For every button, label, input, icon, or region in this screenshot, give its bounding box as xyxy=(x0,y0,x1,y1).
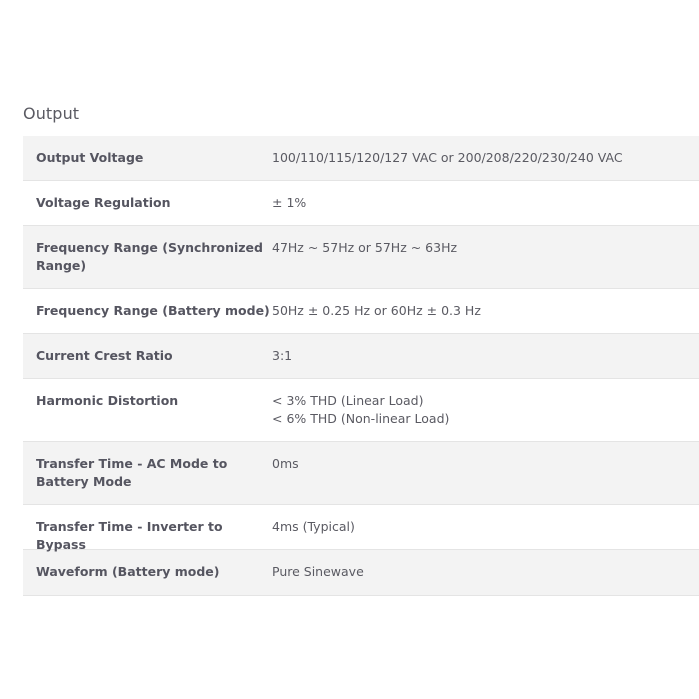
section-title: Output xyxy=(23,104,80,123)
spec-label: Harmonic Distortion xyxy=(36,393,179,408)
spec-label: Frequency Range (Synchronized Range) xyxy=(36,240,263,273)
spec-value-line: 3:1 xyxy=(272,348,293,363)
spec-row-voltage-regulation xyxy=(23,181,699,226)
spec-value xyxy=(272,563,699,581)
spec-row-transfer-time-ac-battery xyxy=(23,442,699,505)
spec-label: Transfer Time - Inverter to Bypass xyxy=(36,519,223,552)
spec-table xyxy=(23,136,699,596)
spec-value xyxy=(272,239,699,257)
spec-row-harmonic-distortion xyxy=(23,379,699,442)
spec-value xyxy=(272,455,699,473)
spec-row-transfer-time-inverter-bypass xyxy=(23,505,699,550)
spec-value-line: 47Hz ~ 57Hz or 57Hz ~ 63Hz xyxy=(272,240,458,255)
spec-row-frequency-range-battery xyxy=(23,289,699,334)
spec-row-current-crest-ratio xyxy=(23,334,699,379)
spec-value-line: 0ms xyxy=(272,456,299,471)
spec-label: Frequency Range (Battery mode) xyxy=(36,303,270,318)
spec-value xyxy=(272,149,699,167)
spec-value-line: Pure Sinewave xyxy=(272,564,364,579)
spec-value xyxy=(272,347,699,365)
spec-value-line: < 3% THD (Linear Load) xyxy=(272,393,424,408)
spec-label: Transfer Time - AC Mode to Battery Mode xyxy=(36,456,228,489)
spec-value xyxy=(272,302,699,320)
spec-label: Current Crest Ratio xyxy=(36,348,173,363)
spec-value xyxy=(272,518,699,536)
spec-label: Output Voltage xyxy=(36,150,144,165)
spec-value-line: < 6% THD (Non-linear Load) xyxy=(272,411,450,426)
spec-label: Waveform (Battery mode) xyxy=(36,564,220,579)
spec-value-line: 100/110/115/120/127 VAC or 200/208/220/230/240 VAC xyxy=(272,150,623,165)
spec-row-waveform xyxy=(23,550,699,596)
spec-row-output-voltage xyxy=(23,136,699,181)
spec-row-frequency-range-sync xyxy=(23,226,699,289)
spec-value xyxy=(272,392,699,428)
spec-value-line: ± 1% xyxy=(272,195,307,210)
spec-value xyxy=(272,194,699,212)
spec-label: Voltage Regulation xyxy=(36,195,171,210)
spec-value-line: 4ms (Typical) xyxy=(272,519,355,534)
spec-value-line: 50Hz ± 0.25 Hz or 60Hz ± 0.3 Hz xyxy=(272,303,481,318)
